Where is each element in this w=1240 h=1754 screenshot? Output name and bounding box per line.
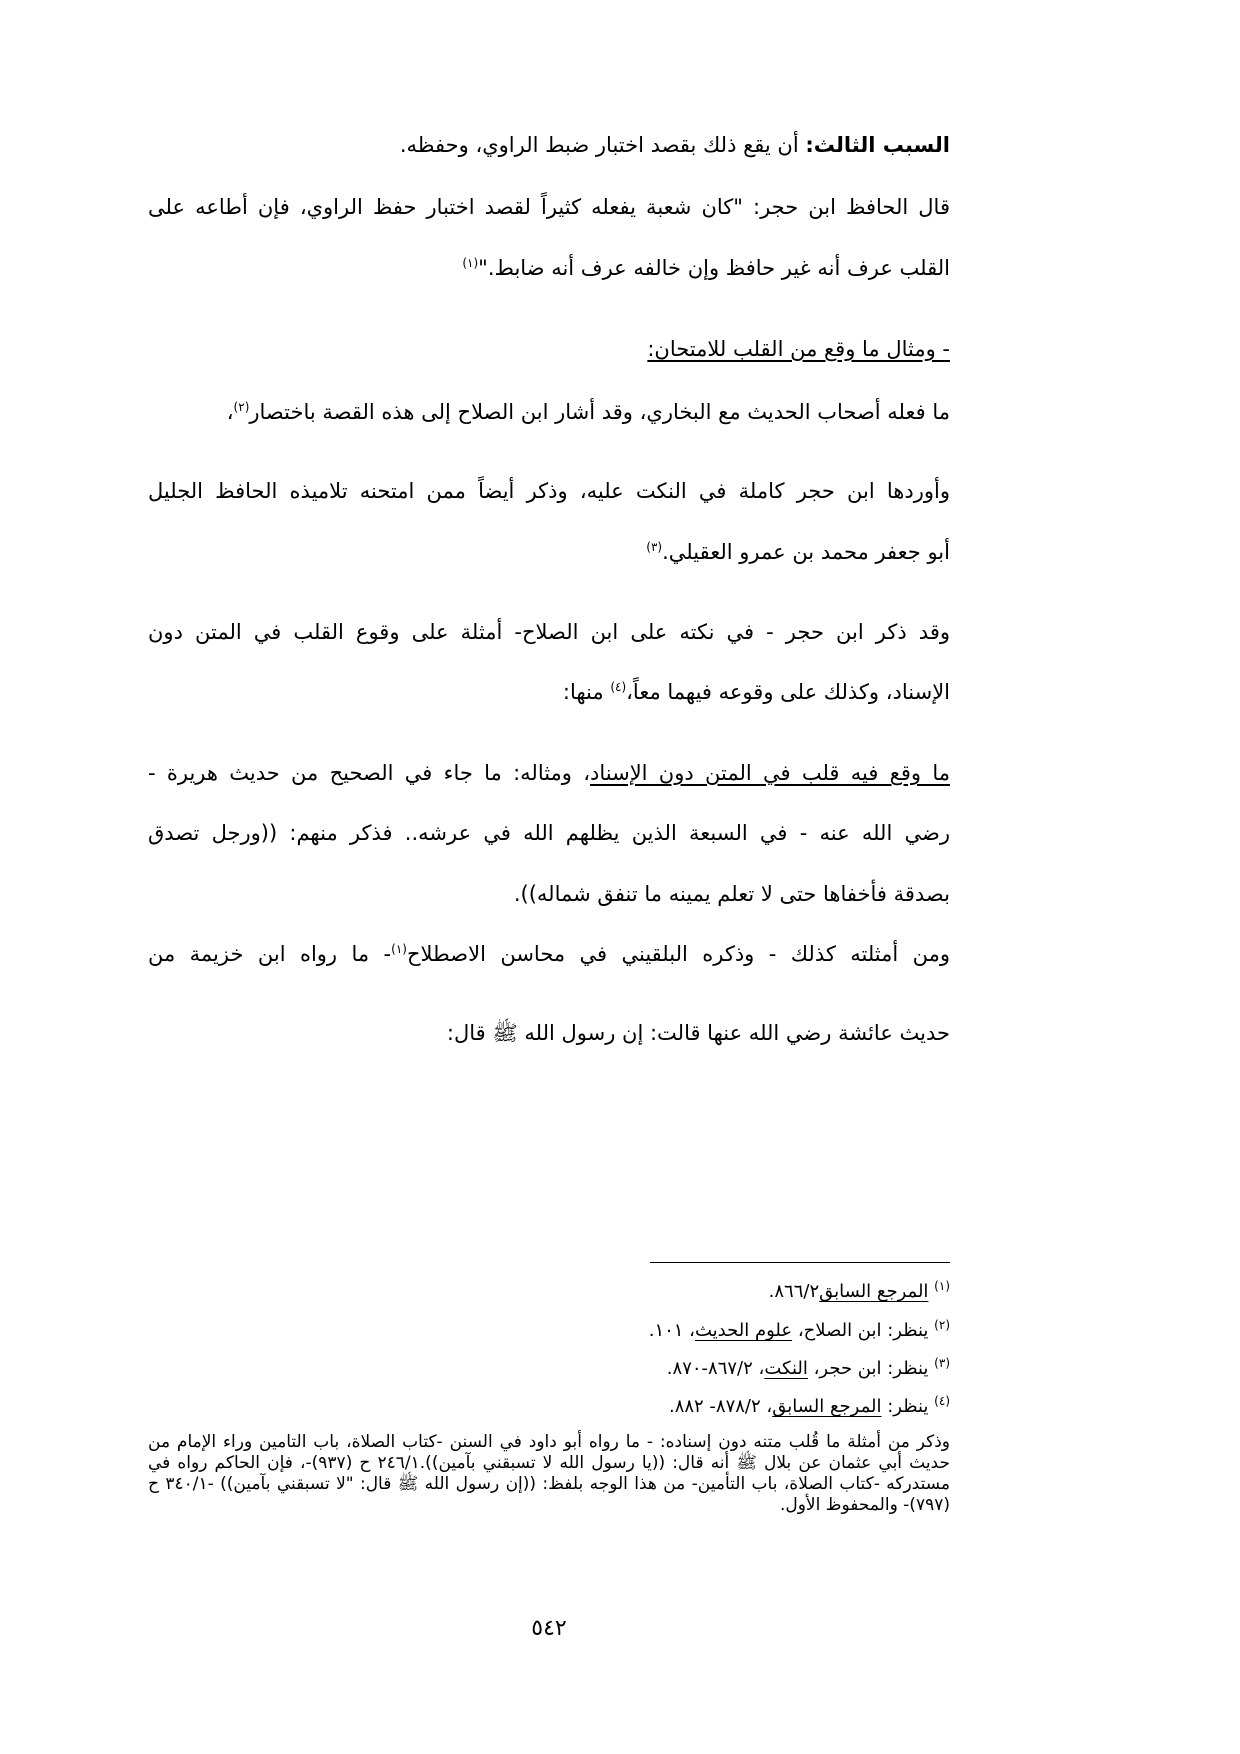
footnote-source: النكت [764, 1358, 808, 1379]
footnote-text: ٨٦٦/٢. [768, 1281, 820, 1302]
footnote-ref[interactable]: (١) [462, 256, 479, 270]
paragraph-line [148, 476, 950, 506]
footnote-text: ، ١٠١. [648, 1320, 695, 1341]
footnote-number: (٢) [934, 1318, 950, 1332]
paragraph-line [148, 192, 950, 222]
text: الإسناد، وكذلك على وقوعه فيهما معاً، [626, 680, 950, 704]
text: وقد ذكر ابن حجر - في نكته على ابن الصلاح- أمثلة على وقوع القلب في المتن دون [148, 620, 950, 644]
page-number: ٥٤٢ [531, 1616, 567, 1641]
text: القلب عرف أنه غير حافظ وإن خالفه عرف أنه ضابط." [478, 256, 950, 280]
text: ، ومثاله: ما جاء في الصحيح من حديث هريرة - [148, 761, 591, 785]
paragraph-line [148, 253, 950, 283]
paragraph-line [148, 130, 950, 160]
footnote-source: المرجع السابق [772, 1396, 882, 1417]
page [148, 0, 950, 1754]
footnote-text: وذكر من أمثلة ما قُلب متنه دون إسناده: - ما رواه أبو داود في السنن -كتاب الصلاة، باب التامين وراء الإمام من حديث أبي عثمان عن بلال ﷺ أنه قال: ((يا رسول الله لا تسبقني بآمين)).٢٤٦/١ ح (٩٣٧)-، فإن الحاكم رواه في مستدركه -كتاب الصلاة، باب التأمين- من هذا الوجه بلفظ: ((إن رسول الله ﷺ قال: "لا تسبقني بآمين)) -٣٤٠/١ ح (٧٩٧)- والمحفوظ الأول. [148, 1432, 950, 1515]
paragraph-line [148, 1018, 950, 1048]
text: منها: [562, 680, 611, 704]
text: أبو جعفر محمد بن عمرو العقيلي. [662, 540, 950, 564]
paragraph-line [148, 758, 950, 788]
subheading-text: - ومثال ما وقع من القلب للامتحان: [647, 337, 950, 361]
footnote [148, 1280, 950, 1304]
paragraph-line [148, 939, 950, 969]
text: وأوردها ابن حجر كاملة في النكت عليه، وذكر أيضاً ممن امتحنه تلاميذه الحافظ الجليل [148, 479, 950, 503]
paragraph-line [148, 397, 950, 427]
footnote-number: (٣) [934, 1356, 950, 1370]
paragraph-line [148, 677, 950, 707]
footnote-source: علوم الحديث [694, 1320, 793, 1341]
section-heading: السبب الثالث: [805, 133, 950, 157]
footnote-text: ينظر: [881, 1396, 935, 1417]
footnote-text: ، ٨٦٧/٢-٨٧٠. [666, 1358, 765, 1379]
text: رضي الله عنه - في السبعة الذين يظلهم الله في عرشه.. فذكر منهم: ((ورجل تصدق [148, 821, 950, 845]
paragraph-line [148, 537, 950, 567]
footnote [148, 1395, 950, 1419]
footnote-ref[interactable]: (٢) [233, 400, 250, 414]
footnote-ref[interactable]: (١) [391, 942, 407, 956]
footnote-ref[interactable]: (٣) [646, 540, 663, 554]
paragraph-line [148, 879, 950, 909]
subheading [148, 334, 950, 364]
text: حديث عائشة رضي الله عنها قالت: إن رسول الله ﷺ قال: [446, 1021, 950, 1045]
text: أن يقع ذلك بقصد اختبار ضبط الراوي، وحفظه. [399, 133, 806, 157]
underlined-text: ما وقع فيه قلب في المتن دون الإسناد [590, 761, 950, 785]
text: ما فعله أصحاب الحديث مع البخاري، وقد أشار ابن الصلاح إلى هذه القصة باختصار [249, 400, 950, 424]
footnote-text: ، ٨٧٨/٢- ٨٨٢. [668, 1396, 773, 1417]
paragraph-line [148, 617, 950, 647]
footnote-ref[interactable]: (٤) [610, 680, 627, 694]
footnote [148, 1319, 950, 1343]
text: بصدقة فأخفاها حتى لا تعلم يمينه ما تنفق شماله)). [513, 882, 950, 906]
footnote-text: ينظر: ابن الصلاح، [792, 1320, 935, 1341]
footnote-source: المرجع السابق [819, 1281, 929, 1302]
footnote-continuation [148, 1432, 950, 1516]
text: قال الحافظ ابن حجر: "كان شعبة يفعله كثيراً لقصد اختبار حفظ الراوي، فإن أطاعه على [148, 195, 950, 219]
footnote-number: (١) [934, 1279, 950, 1293]
paragraph-line [148, 818, 950, 848]
footnote [148, 1357, 950, 1381]
footnote-text: ينظر: ابن حجر، [807, 1358, 935, 1379]
footnote-number: (٤) [934, 1394, 950, 1408]
text: ، [226, 400, 234, 424]
text: - ما رواه ابن خزيمة من [148, 942, 392, 966]
text: ومن أمثلته كذلك - وذكره البلقيني في محاسن الاصطلاح [406, 942, 951, 966]
footnote-divider [650, 1262, 950, 1263]
